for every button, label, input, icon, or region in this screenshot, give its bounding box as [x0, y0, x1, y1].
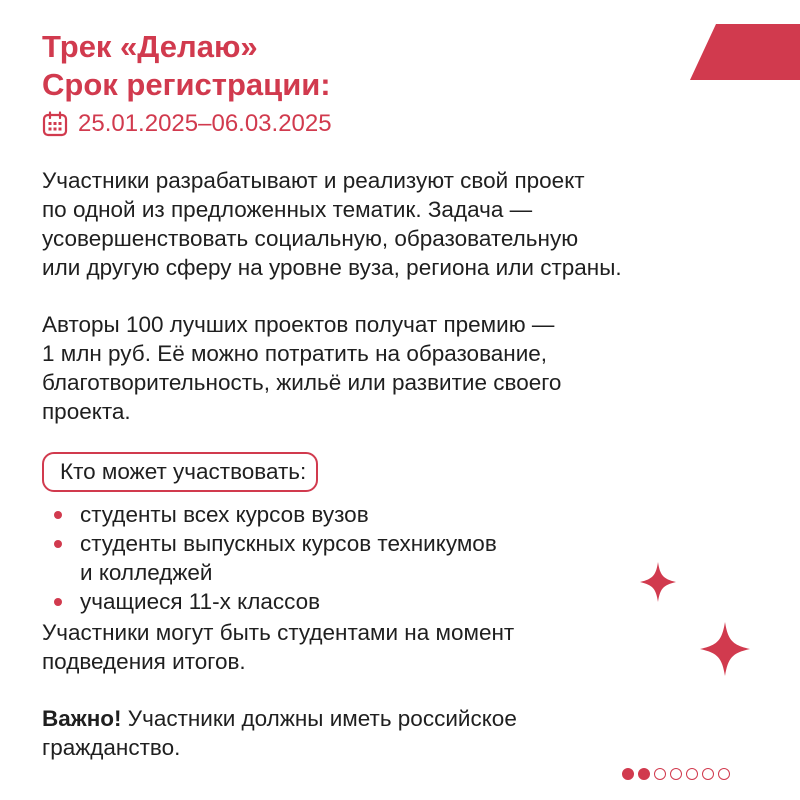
- important-label: Важно!: [42, 706, 122, 731]
- important-paragraph: [42, 704, 517, 762]
- bullet-dot-icon: [54, 598, 62, 606]
- prize-line: проекта.: [42, 399, 131, 424]
- list-item-text: учащиеся 11-х классов: [80, 589, 321, 614]
- calendar-icon: [42, 111, 68, 137]
- note-line: Участники могут быть студентами на момент: [42, 620, 515, 645]
- list-item: [54, 529, 497, 587]
- registration-dates-text: 25.01.2025–06.03.2025: [78, 110, 332, 137]
- description-line: или другую сферу на уровне вуза, региона или страны.: [42, 255, 622, 280]
- pagination-dot[interactable]: [718, 768, 730, 780]
- participants-list: [54, 500, 497, 616]
- prize-line: благотворительность, жильё или развитие своего: [42, 370, 562, 395]
- pagination-dot[interactable]: [654, 768, 666, 780]
- note-line: подведения итогов.: [42, 649, 246, 674]
- important-text: Участники должны иметь российское: [121, 706, 517, 731]
- pagination-dot[interactable]: [686, 768, 698, 780]
- pagination-dot[interactable]: [702, 768, 714, 780]
- sparkle-icon: [640, 562, 676, 602]
- registration-dates: [42, 110, 332, 138]
- who-can-participate-badge: Кто может участвовать:: [42, 452, 318, 492]
- description-line: Участники разрабатывают и реализуют свой проект: [42, 168, 585, 193]
- pagination-dot[interactable]: [622, 768, 634, 780]
- note-paragraph: [42, 618, 514, 676]
- prize-line: Авторы 100 лучших проектов получат премию —: [42, 312, 555, 337]
- prize-line: 1 млн руб. Её можно потратить на образование,: [42, 341, 548, 366]
- pagination-dot[interactable]: [638, 768, 650, 780]
- bullet-dot-icon: [54, 540, 62, 548]
- description-line: усовершенствовать социальную, образовательную: [42, 226, 579, 251]
- list-item: [54, 500, 497, 529]
- list-item-text: студенты выпускных курсов техникумов: [80, 531, 497, 556]
- list-item-text: студенты всех курсов вузов: [80, 502, 369, 527]
- title-line-1: Трек «Делаю»: [42, 29, 258, 64]
- important-line-2: гражданство.: [42, 735, 181, 760]
- important-line-1: [42, 704, 517, 733]
- prize-paragraph: [42, 310, 561, 426]
- list-item: [54, 587, 497, 616]
- list-item-text: и колледжей: [80, 560, 213, 585]
- page-title: [42, 28, 331, 104]
- pagination-dots: [622, 768, 730, 780]
- title-line-2: Срок регистрации:: [42, 67, 331, 102]
- bullet-dot-icon: [54, 511, 62, 519]
- pagination-dot[interactable]: [670, 768, 682, 780]
- description-line: по одной из предложенных тематик. Задача —: [42, 197, 533, 222]
- corner-shape-decoration: [690, 24, 800, 80]
- sparkle-icon: [700, 622, 750, 676]
- description-paragraph: [42, 166, 622, 282]
